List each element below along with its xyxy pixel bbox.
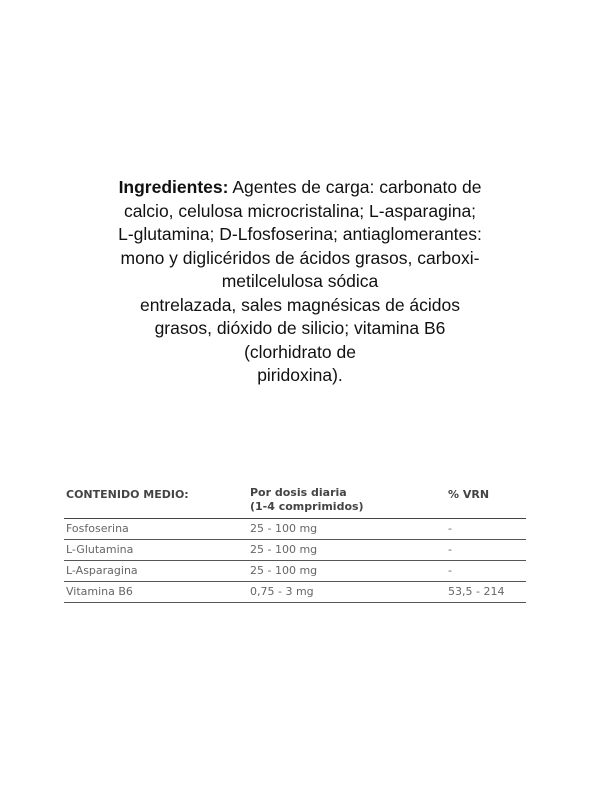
table-header [64,486,526,519]
row-name: Fosfoserina [66,522,129,535]
header-vrn: % VRN [448,488,490,501]
row-dose: 0,75 - 3 mg [250,585,314,598]
row-vrn: - [448,543,452,556]
row-name: L-Asparagina [66,564,138,577]
row-name: L-Glutamina [66,543,134,556]
ingredients-text-1: Agentes de carga: carbonato de [232,177,482,197]
ingredients-line-4: mono y diglicéridos de ácidos grasos, carboxi- [120,247,480,268]
ingredients-line-5: metilcelulosa sódica [221,271,379,291]
header-dose-line-2: (1-4 comprimidos) [250,500,364,513]
ingredients-label: Ingredientes: [118,177,229,197]
row-dose: 25 - 100 mg [250,564,318,577]
header-por-dosis-diaria [250,486,448,514]
row-vrn: - [448,564,452,577]
ingredients-line-7: grasos, dióxido de silicio; vitamina B6 [154,318,446,338]
row-dose: 25 - 100 mg [250,522,318,535]
header-dose-line-1: Por dosis diaria [250,486,347,499]
nutrition-table [64,486,526,603]
ingredients-line-6: entrelazada, sales magnésicas de ácidos [139,294,461,315]
row-vrn: - [448,522,452,535]
ingredients-line-2: calcio, celulosa microcristalina; L-asparagina; [123,200,477,221]
ingredients-line-3: L-glutamina; D-Lfosfoserina; antiaglomerantes: [118,224,482,244]
row-name: Vitamina B6 [66,585,133,598]
table-row [64,582,526,603]
header-contenido-medio: CONTENIDO MEDIO: [66,488,189,501]
table-row [64,540,526,561]
table-row [64,519,526,540]
ingredients-line-8: (clorhidrato de [244,341,356,362]
row-dose: 25 - 100 mg [250,543,318,556]
row-vrn: 53,5 - 214 [448,585,505,598]
ingredients-line-1 [70,176,530,200]
ingredients-line-9: piridoxina). [257,365,343,385]
ingredients-paragraph [70,176,530,388]
table-row [64,561,526,582]
